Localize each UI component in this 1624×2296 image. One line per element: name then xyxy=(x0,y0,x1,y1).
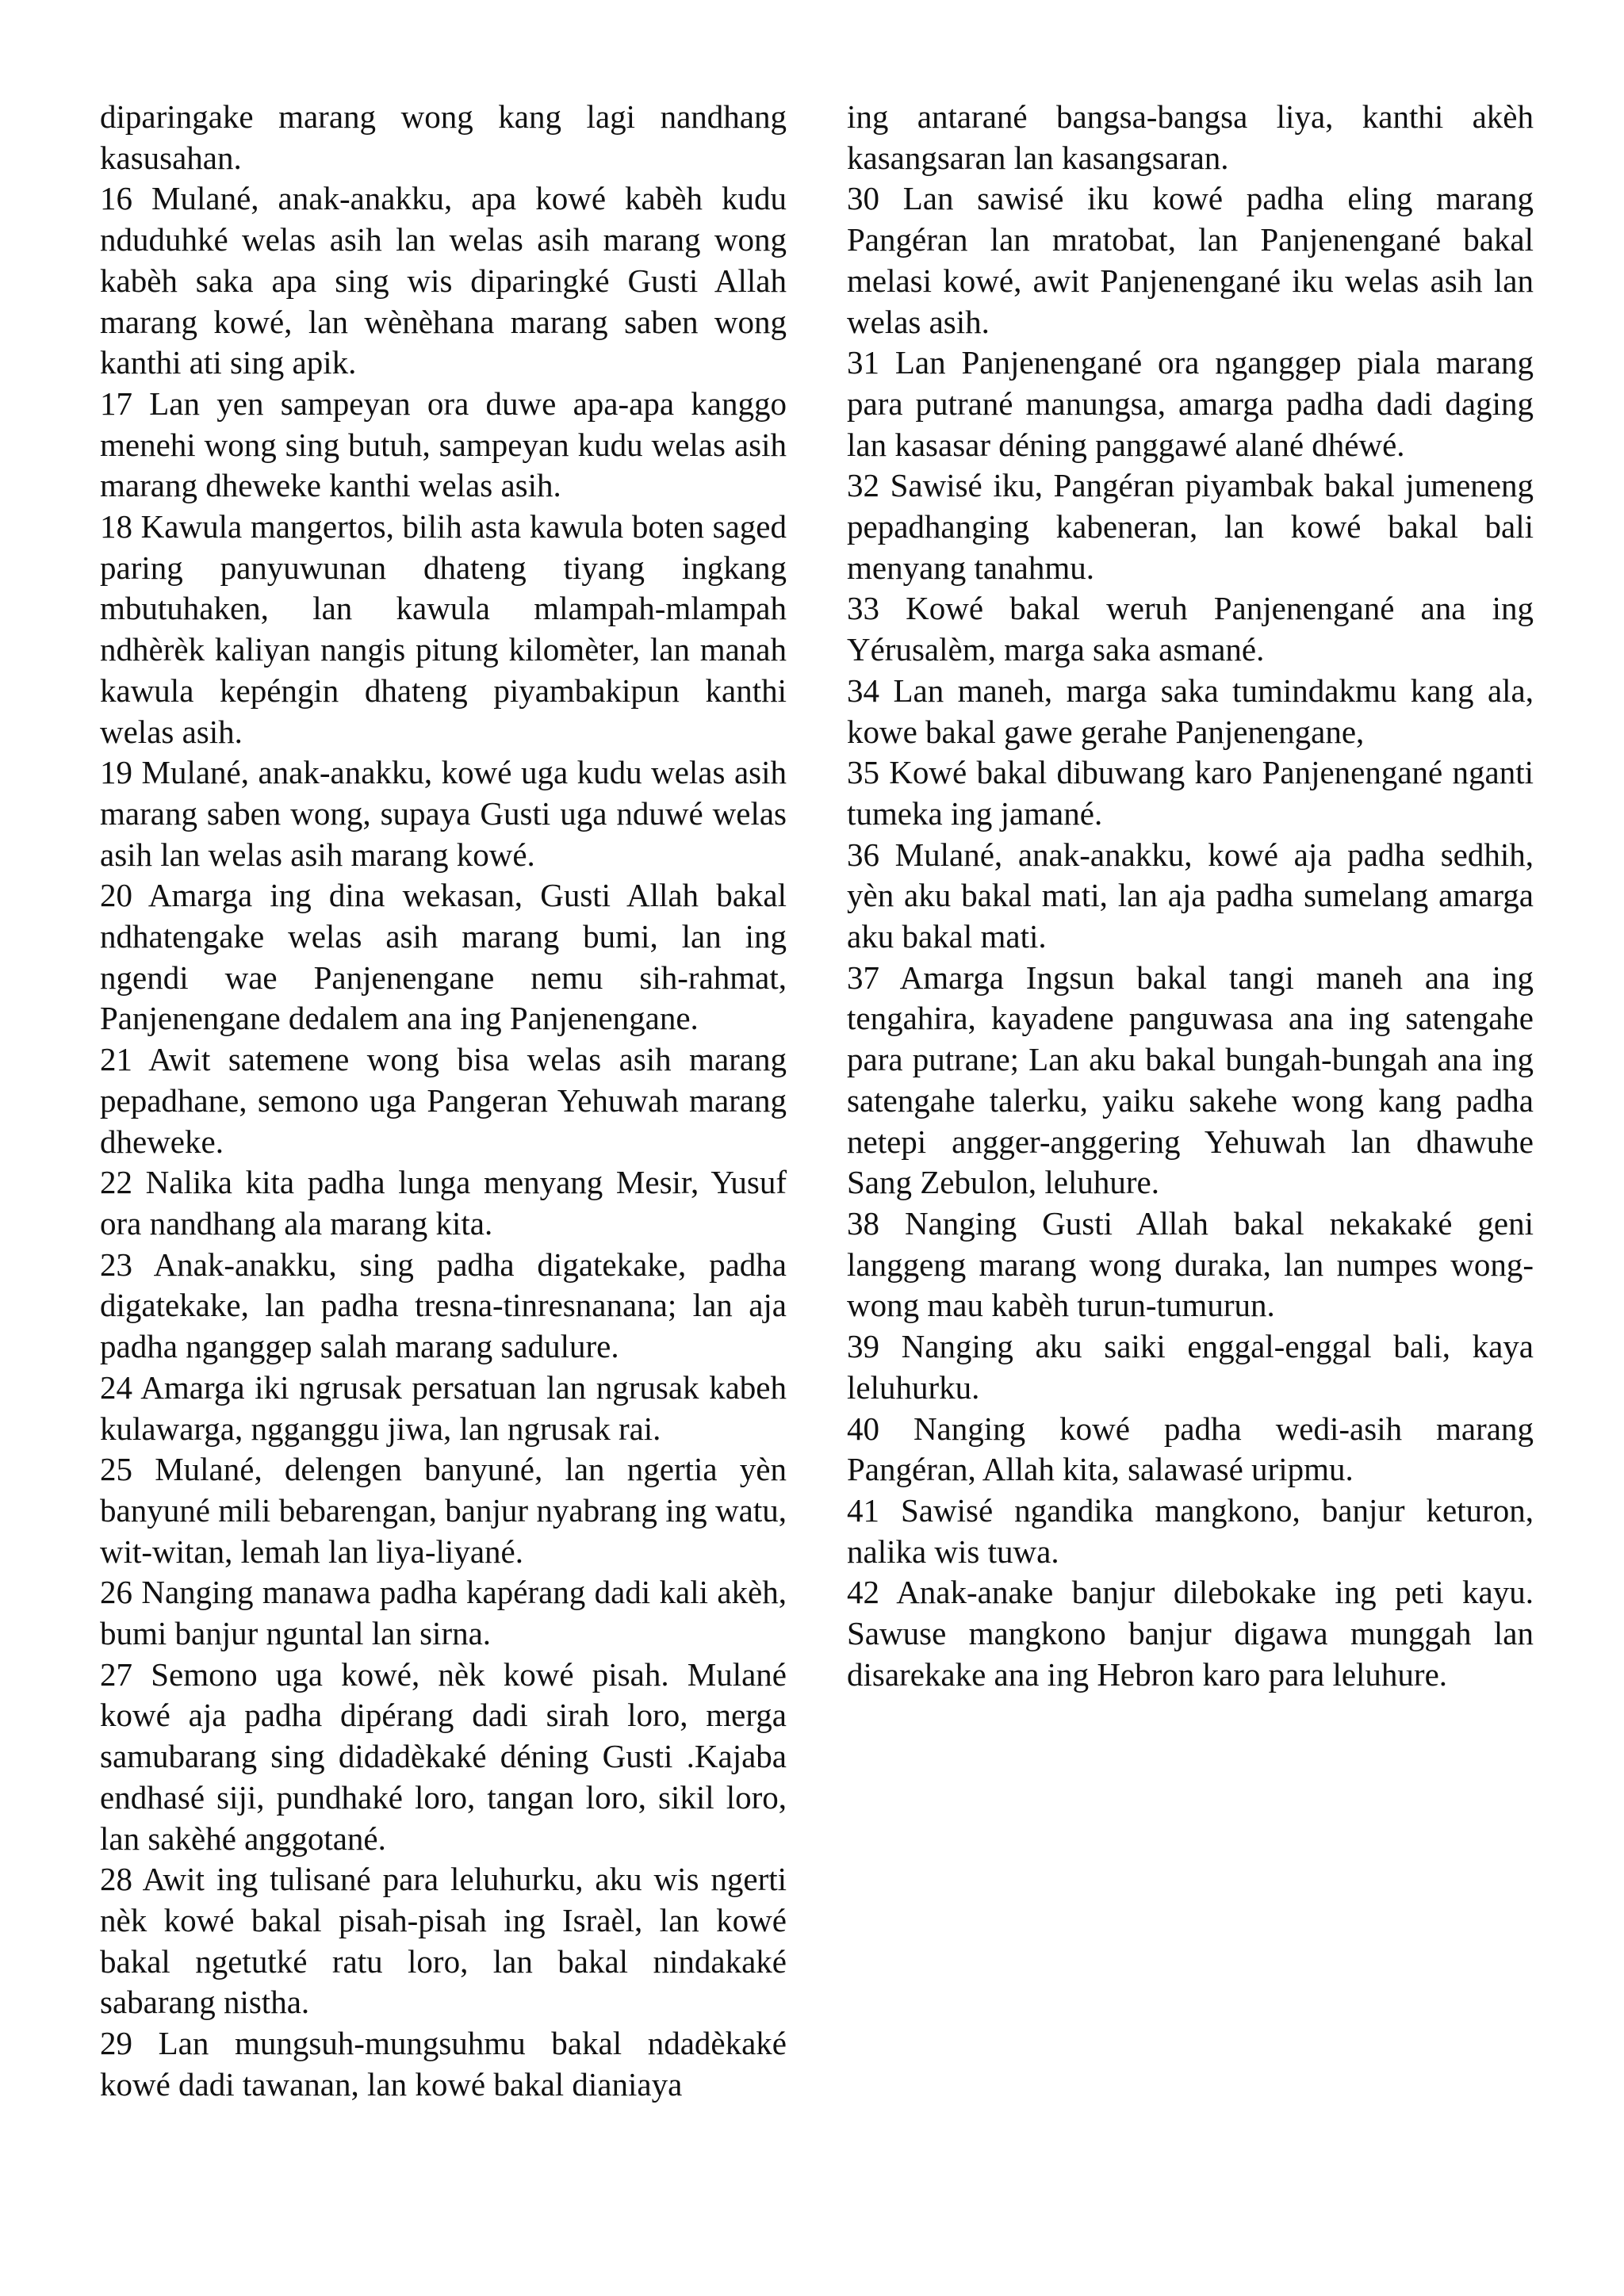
verse-29-continuation: ing antarané bangsa-bangsa liya, kanthi akèh kasangsaran lan kasangsaran. xyxy=(847,98,1534,176)
verse-23: 23 Anak-anakku, sing padha digatekake, padha digatekake, lan padha tresna-tinresnanana; lan aja padha nganggep salah marang sadulure. xyxy=(100,1246,787,1365)
verse-26: 26 Nanging manawa padha kapérang dadi kali akèh, bumi banjur nguntal lan sirna. xyxy=(100,1574,787,1652)
verse-35: 35 Kowé bakal dibuwang karo Panjenengané nganti tumeka ing jamané. xyxy=(847,754,1534,832)
verse-37: 37 Amarga Ingsun bakal tangi maneh ana ing tengahira, kayadene panguwasa ana ing satengahe para putrane; Lan aku bakal bungah-bungah ana ing satengahe talerku, yaiku sakehe wong kang padha netepi angger-anggering Yehuwah lan dhawuhe Sang Zebulon, leluhure. xyxy=(847,959,1534,1201)
verse-24: 24 Amarga iki ngrusak persatuan lan ngrusak kabeh kulawarga, ngganggu jiwa, lan ngrusak rai. xyxy=(100,1368,787,1447)
verse-18: 18 Kawula mangertos, bilih asta kawula boten saged paring panyuwunan dhateng tiyang ingkang mbutuhaken, lan kawula mlampah-mlampah ndhèrèk kaliyan nangis pitung kilomèter, lan manah kawula kepéngin dhateng piyambakipun kanthi welas asih. xyxy=(100,508,787,750)
verse-27: 27 Semono uga kowé, nèk kowé pisah. Mulané kowé aja padha dipérang dadi sirah loro, merga samubarang sing didadèkaké déning Gusti .Kajaba endhasé siji, pundhaké loro, tangan loro, sikil loro, lan sakèhé anggotané. xyxy=(100,1655,787,1857)
verse-42: 42 Anak-anake banjur dilebokake ing peti kayu. Sawuse mangkono banjur digawa munggah lan disarekake ana ing Hebron karo para leluhure. xyxy=(847,1574,1534,1693)
verse-41: 41 Sawisé ngandika mangkono, banjur keturon, nalika wis tuwa. xyxy=(847,1491,1534,1570)
verse-39: 39 Nanging aku saiki enggal-enggal bali, kaya leluhurku. xyxy=(847,1328,1534,1406)
verse-20: 20 Amarga ing dina wekasan, Gusti Allah bakal ndhatengake welas asih marang bumi, lan ing ngendi wae Panjenengane nemu sih-rahmat, Panjenengane dedalem ana ing Panjenengane. xyxy=(100,877,787,1037)
verse-21: 21 Awit satemene wong bisa welas asih marang pepadhane, semono uga Pangeran Yehuwah marang dheweke. xyxy=(100,1041,787,1160)
verse-22: 22 Nalika kita padha lunga menyang Mesir, Yusuf ora nandhang ala marang kita. xyxy=(100,1164,787,1242)
verse-25: 25 Mulané, delengen banyuné, lan ngertia yèn banyuné mili bebarengan, banjur nyabrang ing watu, wit-witan, lemah lan liya-liyané. xyxy=(100,1451,787,1570)
verse-30: 30 Lan sawisé iku kowé padha eling marang Pangéran lan mratobat, lan Panjenengané bakal melasi kowé, awit Panjenengané iku welas asih lan welas asih. xyxy=(847,180,1534,340)
verse-31: 31 Lan Panjenengané ora nganggep piala marang para putrané manungsa, amarga padha dadi daging lan kasasar déning panggawé alané dhéwé. xyxy=(847,344,1534,463)
verse-34: 34 Lan maneh, marga saka tumindakmu kang ala, kowe bakal gawe gerahe Panjenengane, xyxy=(847,672,1534,750)
verse-17: 17 Lan yen sampeyan ora duwe apa-apa kanggo menehi wong sing butuh, sampeyan kudu welas asih marang dheweke kanthi welas asih. xyxy=(100,385,787,504)
right-text-column xyxy=(847,97,1534,1695)
verse-38: 38 Nanging Gusti Allah bakal nekakaké geni langgeng marang wong duraka, lan numpes wong-wong mau kabèh turun-tumurun. xyxy=(847,1204,1534,1324)
left-text-column xyxy=(100,97,787,2105)
verse-40: 40 Nanging kowé padha wedi-asih marang Pangéran, Allah kita, salawasé uripmu. xyxy=(847,1410,1534,1488)
verse-33: 33 Kowé bakal weruh Panjenengané ana ing Yérusalèm, marga saka asmané. xyxy=(847,590,1534,668)
verse-19: 19 Mulané, anak-anakku, kowé uga kudu welas asih marang saben wong, supaya Gusti uga nduwé welas asih lan welas asih marang kowé. xyxy=(100,754,787,873)
verse-29: 29 Lan mungsuh-mungsuhmu bakal ndadèkaké kowé dadi tawanan, lan kowé bakal dianiaya xyxy=(100,2025,787,2103)
verse-32: 32 Sawisé iku, Pangéran piyambak bakal jumeneng pepadhanging kabeneran, lan kowé bakal bali menyang tanahmu. xyxy=(847,467,1534,586)
verse-36: 36 Mulané, anak-anakku, kowé aja padha sedhih, yèn aku bakal mati, lan aja padha sumelang amarga aku bakal mati. xyxy=(847,836,1534,955)
verse-16: 16 Mulané, anak-anakku, apa kowé kabèh kudu nduduhké welas asih lan welas asih marang wong kabèh saka apa sing wis diparingké Gusti Allah marang kowé, lan wènèhana marang saben wong kanthi ati sing apik. xyxy=(100,180,787,381)
paragraph-continuation: diparingake marang wong kang lagi nandhang kasusahan. xyxy=(100,98,787,176)
verse-28: 28 Awit ing tulisané para leluhurku, aku wis ngerti nèk kowé bakal pisah-pisah ing Israèl, lan kowé bakal ngetutké ratu loro, lan bakal nindakaké sabarang nistha. xyxy=(100,1861,787,2021)
